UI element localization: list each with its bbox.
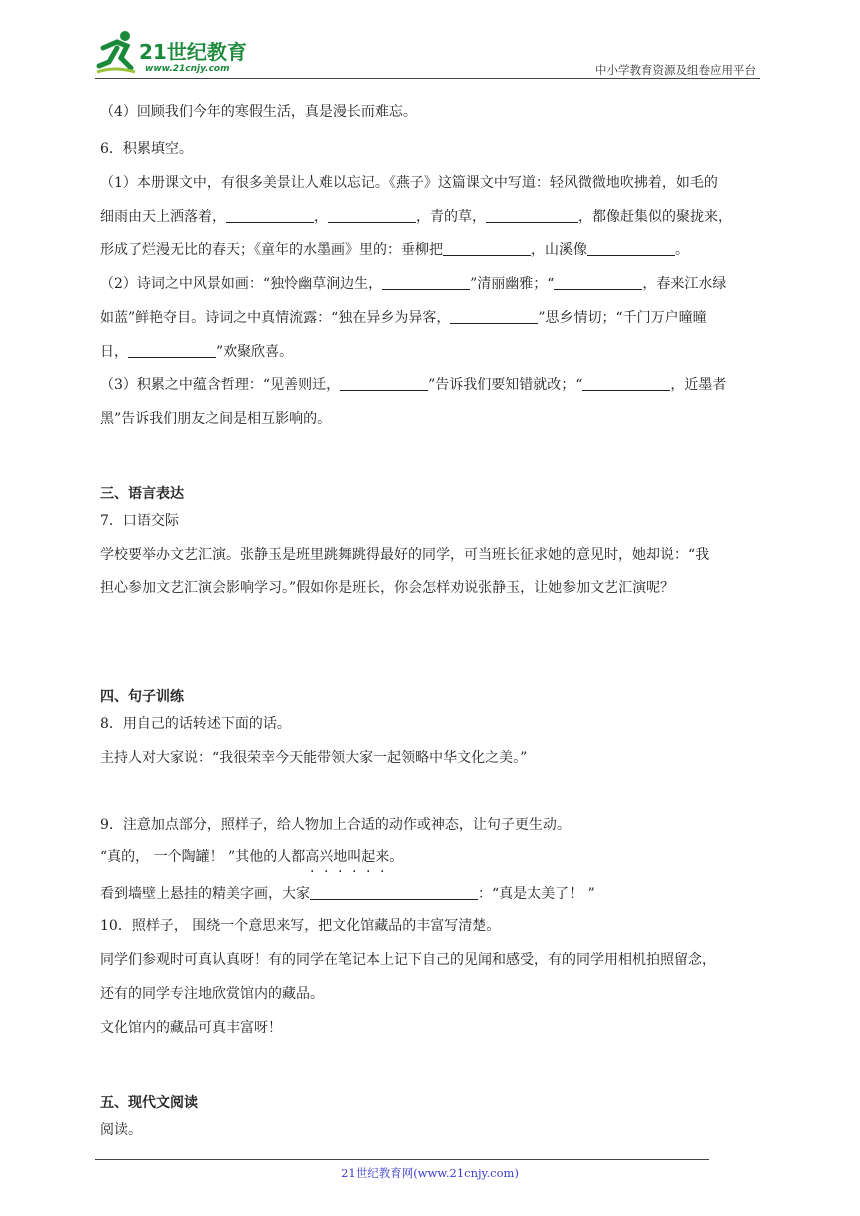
runner-icon [95,28,139,76]
text-line: “真的， 一个陶罐！ ”其他的人都高兴地叫起来。 [100,849,404,865]
text-line: 形成了烂漫无比的春天；《童年的水墨画》里的：垂柳把 ，山溪像 。 [100,242,689,258]
text-line: 学校要举办文艺汇演。张静玉是班里跳舞跳得最好的同学，可当班长征求她的意见时，她却说：“我 [100,547,710,563]
answer-blank[interactable] [486,208,578,223]
text-line: （1）本册课文中，有很多美景让人难以忘记。《燕子》这篇课文中写道：轻风微微地吹拂着，如毛的 [100,175,718,191]
question-9: 9．注意加点部分，照样子，给人物加上合适的动作或神态，让句子更生动。 [100,817,571,833]
text-line: 还有的同学专注地欣赏馆内的藏品。 [100,986,324,1002]
answer-blank[interactable] [443,241,531,256]
text-line: 黑”告诉我们朋友之间是相互影响的。 [100,411,332,427]
answer-blank[interactable] [450,309,538,324]
text-line: 细雨由天上洒落着， ， ，青的草， ，都像赶集似的聚拢来， [100,209,732,225]
answer-blank[interactable] [226,208,314,223]
dotted-char: 高 [305,849,320,865]
text-line: 担心参加文艺汇演会影响学习。”假如你是班长，你会怎样劝说张静玉，让她参加文艺汇演呢？ [100,580,675,596]
text-line: 主持人对大家说：“我很荣幸今天能带领大家一起领略中华文化之美。” [100,750,528,766]
site-logo [95,28,265,80]
dotted-char: 起 [361,849,376,865]
text-line: 如蓝”鲜艳夺目。诗词之中真情流露：“独在异乡为异客， ”思乡情切；“千门万户曈曈 [100,310,707,326]
answer-blank[interactable] [340,376,428,391]
text-line: （3）积累之中蕴含哲理：“见善则迁， ”告诉我们要知错就改；“ ，近墨者 [100,377,727,393]
answer-blank[interactable] [310,885,478,900]
dotted-char: 兴 [319,849,334,865]
logo-text: 21世纪教育 [139,40,247,64]
footer-divider [95,1159,709,1160]
platform-title: 中小学教育资源及组卷应用平台 [595,63,756,77]
question-7: 7．口语交际 [100,513,179,529]
section-heading: 三、语言表达 [100,486,184,502]
text-line: 日， ”欢聚欣喜。 [100,344,294,360]
answer-blank[interactable] [382,275,470,290]
footer-text: 21世纪教育网(www.21cnjy.com) [341,1166,519,1180]
section-heading: 四、句子训练 [100,689,184,705]
text-line: 同学们参观时可真认真呀！有的同学在笔记本上记下自己的见闻和感受，有的同学用相机拍照留念， [100,952,716,968]
answer-blank[interactable] [128,343,216,358]
answer-blank[interactable] [582,376,670,391]
text-line: 文化馆内的藏品可真丰富呀！ [100,1020,282,1036]
question-6: 6．积累填空。 [100,141,193,157]
answer-blank[interactable] [328,208,416,223]
text-line: 看到墙壁上悬挂的精美字画，大家 ：“真是太美了！ ” [100,886,595,902]
section-heading: 五、现代文阅读 [100,1095,198,1111]
dotted-char: 叫 [347,849,362,865]
answer-blank[interactable] [554,275,642,290]
logo-url: www.21cnjy.com [145,64,230,74]
dotted-emphasis [305,849,389,865]
answer-blank[interactable] [587,241,675,256]
header-divider [95,78,760,79]
dotted-char: 地 [333,849,348,865]
dotted-char: 来 [375,849,390,865]
question-8: 8．用自己的话转述下面的话。 [100,716,291,732]
page-header [95,28,760,80]
text-line: 阅读。 [100,1122,142,1138]
question-10: 10．照样子， 围绕一个意思来写，把文化馆藏品的丰富写清楚。 [100,918,501,934]
text-line: （2）诗词之中风景如画：“独怜幽草涧边生， ”清丽幽雅；“ ，春来江水绿 [100,276,727,292]
text-line: （4）回顾我们今年的寒假生活，真是漫长而难忘。 [100,104,417,120]
